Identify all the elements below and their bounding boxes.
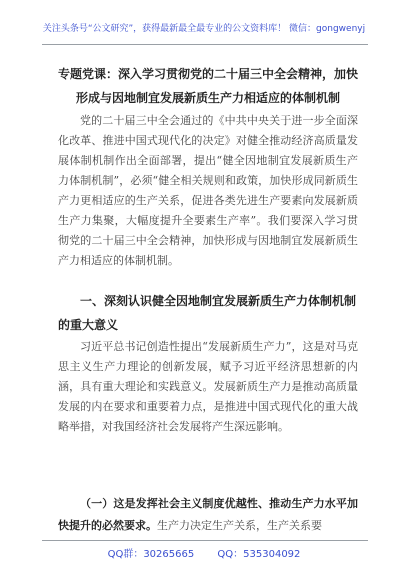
subsection-1-heading: （一）这是发挥社会主义制度优越性、推动生产力水平加快提升的必然要求。 [58, 497, 358, 532]
footer-divider [42, 540, 368, 541]
subsection-1-paragraph [58, 493, 358, 537]
header-divider [42, 44, 368, 45]
footer-qq-group: QQ群：30265665 [107, 549, 195, 560]
footer-qq: QQ：535304092 [217, 549, 301, 560]
intro-paragraph: 党的二十届三中全会通过的《中共中央关于进一步全面深化改革、推进中国式现代化的决定》对健全推动经济高质量发展体制机制作出全面部署，提出“健全因地制宜发展新质生产力体制机制”，必须“健全相关规则和政策，加快形成同新质生产力更相适应的生产关系，促进各类先进生产要素向发展新质生产力集聚，大幅度提升全要素生产率”。我们要深入学习贯彻党的二十届三中全会精神，加快形成与因地制宜发展新质生产力相适应的体制机制。 [58, 114, 358, 267]
header-banner: 关注头条号“公文研究”，获得最新最全最专业的公文资料库！ 微信：gongwenyj [42, 24, 366, 34]
section-1-paragraph: 习近平总书记创造性提出“发展新质生产力”，这是对马克思主义生产力理论的创新发展，赋予习近平经济思想新的内涵，具有重大理论和实践意义。发展新质生产力是推动高质量发展的内在要求和重要着力点，是推进中国式现代化的重大战略举措，对我国经济社会发展将产生深远影响。 [58, 340, 358, 433]
subsection-1-text: 生产力决定生产关系，生产关系要 [157, 519, 322, 532]
footer [0, 545, 408, 560]
document-title: 专题党课：深入学习贯彻党的二十届三中全会精神，加快形成与因地制宜发展新质生产力相适应的体制机制 [58, 67, 359, 105]
section-heading-1: 一、深刻认识健全因地制宜发展新质生产力体制机制的重大意义 [58, 294, 357, 332]
